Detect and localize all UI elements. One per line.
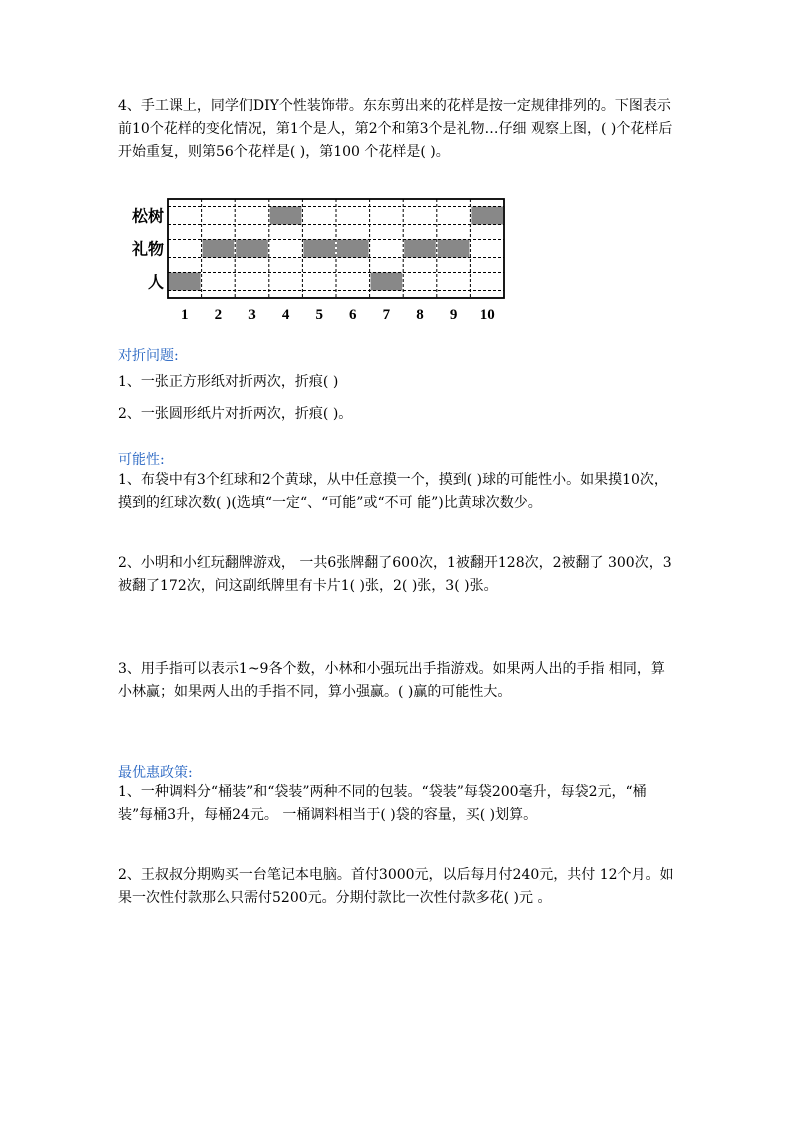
best-deal-question-2: 2、王叔叔分期购买一台笔记本电脑。首付3000元，以后每月付240元，共付 12个月。如果一次性付款那么只需付5200元。分期付款比一次性付款多花( )元 。 <box>118 867 674 906</box>
column-label: 8 <box>416 307 424 323</box>
pattern-cell-2 <box>203 240 235 258</box>
best-deal-question-1: 1、一种调料分“桶装”和“袋装”两种不同的包装。“袋装”每袋200毫升，每袋2元，“桶装”每桶3升，每桶24元。 一桶调料相当于( )袋的容量，买( )划算。 <box>118 784 647 823</box>
column-label: 2 <box>214 307 223 323</box>
column-label: 5 <box>315 307 323 323</box>
fold-question-2: 2、一张圆形纸片对折两次，折痕( )。 <box>118 406 353 422</box>
pattern-cell-10 <box>471 207 503 225</box>
pattern-cell-5 <box>303 240 335 258</box>
row-label: 松树 <box>131 208 164 226</box>
question-4-pattern: 4、手工课上，同学们DIY个性装饰带。东东剪出来的花样是按一定规律排列的。下图表示前10个花样的变化情况，第1个是人，第2个和第3个是礼物…仔细 观察上图，( )个花样后开始重复，则第56个花样是( )，第100 个花样是( )。 <box>118 98 673 160</box>
best-deal-heading: 最优惠政策: <box>118 765 193 781</box>
column-label: 7 <box>382 307 391 323</box>
column-label: 1 <box>181 307 189 323</box>
probability-question-2: 2、小明和小红玩翻牌游戏， 一共6张牌翻了600次，1被翻开128次，2被翻了 300次，3被翻了172次，问这副纸牌里有卡片1( )张，2( )张，3( )张。 <box>118 555 672 594</box>
pattern-cell-9 <box>438 240 470 258</box>
pattern-cell-6 <box>337 240 369 258</box>
column-label: 3 <box>248 307 256 323</box>
pattern-cell-1 <box>169 273 201 291</box>
column-label: 9 <box>449 307 458 323</box>
column-label: 6 <box>349 307 357 323</box>
probability-question-1: 1、布袋中有3个红球和2个黄球，从中任意摸一个，摸到( )球的可能性小。如果摸10次，摸到的红球次数( )(选填“一定“、“可能”或“不可 能”)比黄球次数少。 <box>118 472 668 511</box>
pattern-cell-4 <box>270 207 302 225</box>
pattern-cell-8 <box>404 240 436 258</box>
pattern-grid-figure <box>118 190 548 330</box>
probability-heading: 可能性: <box>118 452 165 468</box>
pattern-cell-7 <box>371 273 403 291</box>
row-label: 人 <box>147 274 164 292</box>
probability-question-3: 3、用手指可以表示1~9各个数，小林和小强玩出手指游戏。如果两人出的手指 相同，算小林赢；如果两人出的手指不同，算小强赢。( )赢的可能性大。 <box>118 661 665 700</box>
column-label: 10 <box>479 307 495 323</box>
row-label: 礼物 <box>131 241 164 259</box>
fold-heading: 对折问题: <box>118 348 179 364</box>
column-label: 4 <box>281 307 290 323</box>
pattern-cell-3 <box>236 240 268 258</box>
fold-question-1: 1、一张正方形纸对折两次，折痕( ) <box>118 374 339 390</box>
